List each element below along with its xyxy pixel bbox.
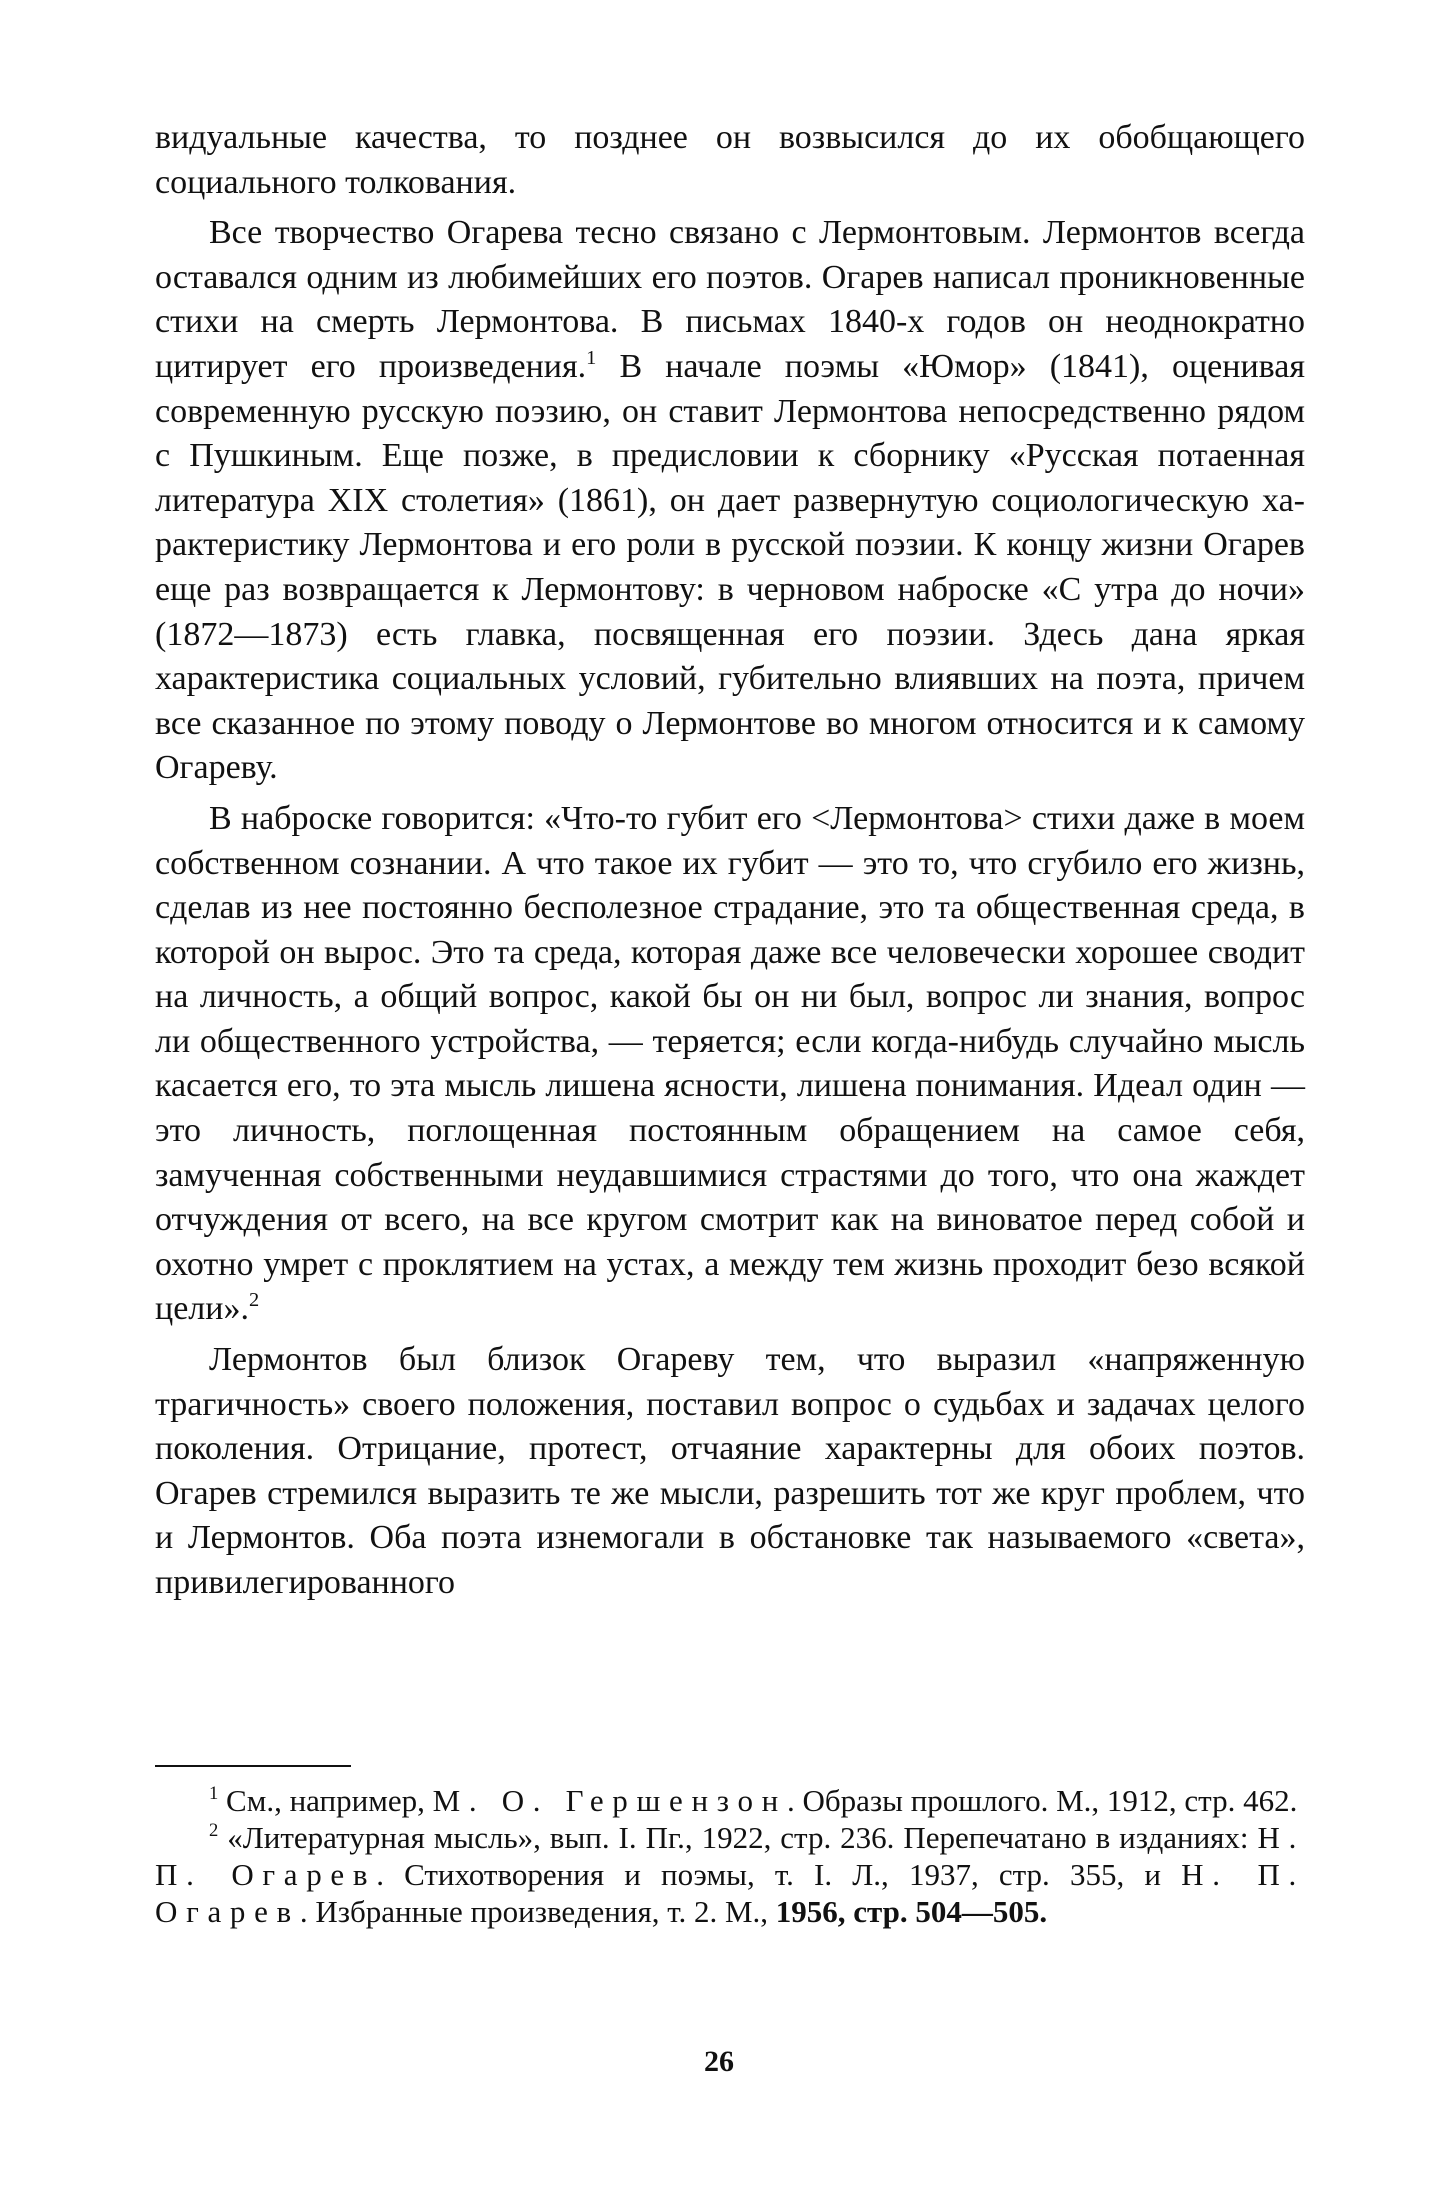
paragraph-2-part-b: В начале поэмы «Юмор» (1841), оценивая современную русскую поэзию, он ставит Лермонтова непосредственно рядом с Пушкиным. Еще позже, в предисловии к сборнику «Русская потаенная литература XIX столетия» (1861), он дает развернутую социологическую характеристику Лермонтова и его роли в русской поэзии. К концу жизни Огарев еще раз возвращается к Лермонтову: в черновом наброске «С утра до ночи» (1872—1873) есть главка, посвященная его поэзии. Здесь дана яркая характеристика социальных условий, губительно влиявших на поэта, причем все сказанное по этому поводу о Лермонтове во многом относится и к самому Огареву. bbox=[155, 347, 1305, 787]
footnote-2-mark: 2 bbox=[209, 1819, 219, 1841]
footnote-2-author-1: Н. П. Огарев bbox=[155, 1820, 1305, 1892]
footnote-1-author: М. О. Гершензон bbox=[432, 1783, 787, 1818]
footnote-2-part-a: «Литературная мысль», вып. I. Пг., 1922, стр. 236. Перепечатано в изданиях: bbox=[218, 1820, 1258, 1855]
footnote-1-part-a: См., например, bbox=[218, 1783, 433, 1818]
paragraph-2 bbox=[155, 211, 1305, 791]
page-number: 26 bbox=[704, 2045, 734, 2078]
paragraph-2-part-a: Все творчество Огарева тесно связано с Лермонтовым. Лермонтов всегда оставался одним из любимейших его поэтов. Огарев написал проникновенные стихи на смерть Лермонтова. В письмах 1840-х годов он неоднократно цитирует его произведения. bbox=[155, 214, 1305, 385]
footnote-2-part-c: . Избранные произведения, т. 2. М., bbox=[299, 1894, 776, 1929]
footnote-2-part-b: . Стихотворения и поэмы, т. I. Л., 1937, стр. 355, и bbox=[376, 1857, 1182, 1892]
footnote-divider bbox=[155, 1765, 351, 1767]
footnote-ref-1[interactable]: 1 bbox=[586, 346, 597, 369]
footnote-1-mark: 1 bbox=[209, 1782, 219, 1804]
footnote-ref-2[interactable]: 2 bbox=[248, 1289, 260, 1312]
footnote-1-part-b: . Образы прошлого. М., 1912, стр. 462. bbox=[786, 1783, 1298, 1818]
footnotes bbox=[155, 1782, 1305, 1930]
footnote-1 bbox=[155, 1782, 1305, 1819]
paragraph-1: видуальные качества, то позднее он возвысился до их обобщающего социального толкования. bbox=[155, 119, 1305, 201]
footnote-2-author-2: Н. П. Огарев bbox=[155, 1857, 1305, 1929]
paragraph-3-text: В наброске говорится: «Что-то губит его <Лермонтова> стихи даже в моем собственном сознании. А что такое их губит — это то, что сгубило его жизнь, сделав из нее постоянно бесполезное страдание, это та общественная среда, в которой он вырос. Это та среда, которая даже все человечески хорошее сводит на личность, а общий вопрос, какой бы он ни был, вопрос ли знания, вопрос ли общественного устройства, — теряется; если когда-нибудь случайно мысль касается его, то эта мысль лишена ясности, лишена понимания. Идеал один — это личность, поглощенная постоянным обращением на самое себя, замученная собственными неудавшимися страстями до того, что она жаждет отчуждения от всего, на все кругом смотрит как на виноватое перед собой и охотно умрет с проклятием на устах, а между тем жизнь проходит безо всякой цели». bbox=[155, 799, 1305, 1328]
paragraph-3 bbox=[155, 797, 1305, 1332]
paragraph-4: Лермонтов был близок Огареву тем, что выразил «напряженную трагичность» своего положения, поставил вопрос о судьбах и задачах целого поколения. Отрицание, протест, отчаяние характерны для обоих поэтов. Огарев стремился выразить те же мысли, разрешить тот же круг проблем, что и Лермонтов. Оба поэта изнемогали в обстановке так называемого «света», привилегированного bbox=[155, 1341, 1305, 1601]
footnote-2-part-d: 1956, стр. 504—505. bbox=[775, 1894, 1048, 1929]
footnote-2 bbox=[155, 1819, 1305, 1930]
main-text bbox=[155, 116, 1305, 1606]
